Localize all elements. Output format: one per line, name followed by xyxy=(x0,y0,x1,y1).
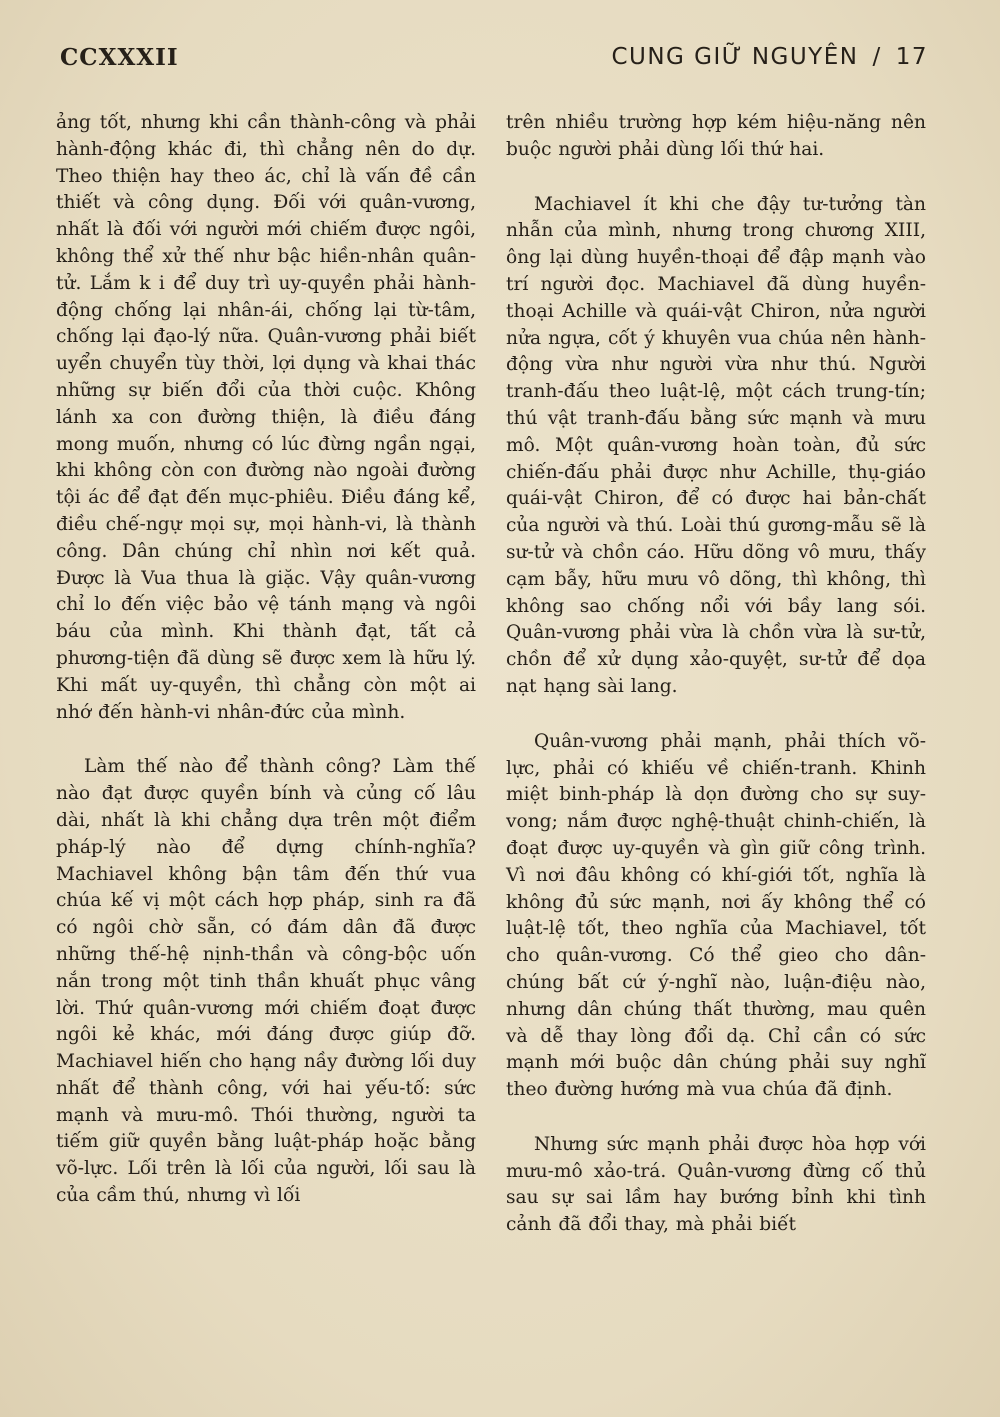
paragraph: Machiavel ít khi che đậy tư-tưởng tàn nhẫn của mình, nhưng trong chương XIII, ông lại dùng huyền-thoại để đập mạnh vào trí người đọc. Machiavel đã dùng huyền-thoại Achille và quái-vật Chiron, nửa người nửa ngựa, cốt ý khuyên vua chúa nên hành-động vừa như người vừa như thú. Người tranh-đấu theo luật-lệ, một cách trung-tín; thú vật tranh-đấu bằng sức mạnh và mưu mô. Một quân-vương hoàn toàn, đủ sức chiến-đấu phải được như Achille, thụ-giáo quái-vật Chiron, để có được hai bản-chất của người và thú. Loài thú gương-mẫu sẽ là sư-tử và chồn cáo. Hữu dõng vô mưu, thấy cạm bẫy, hữu mưu vô dõng, thì không, thì không sao chống nổi với bầy lang sói. Quân-vương phải vừa là chồn vừa là sư-tử, chồn để xử dụng xảo-quyệt, sư-tử để dọa nạt hạng sài lang. xyxy=(506,193,926,697)
section-label: CCXXXII xyxy=(60,44,179,71)
page-number: 17 xyxy=(895,44,928,70)
page-header xyxy=(60,40,928,80)
running-title: CUNG GIỮ NGUYÊN xyxy=(611,44,859,70)
running-header xyxy=(611,44,928,70)
left-column xyxy=(56,110,476,1238)
paragraph: Làm thế nào để thành công? Làm thế nào đạt được quyền bính và củng cố lâu dài, nhất là khi chẳng dựa trên một điểm pháp-lý nào để dựng chính-nghĩa? Machiavel không bận tâm đến thứ vua chúa kế vị một cách hợp pháp, sinh ra đã có ngôi chờ sẵn, có đám dân đã được những thế-hệ nịnh-thần và công-bộc uốn nắn trong một tinh thần khuất phục vâng lời. Thứ quân-vương mới chiếm đoạt được ngôi kẻ khác, mới đáng được giúp đỡ. Machiavel hiến cho hạng nầy đường lối duy nhất để thành công, với hai yếu-tố: sức mạnh và mưu-mô. Thói thường, người ta tiếm giữ quyền bằng luật-pháp hoặc bằng võ-lực. Lối trên là lối của người, lối sau là của cầm thú, nhưng vì lối xyxy=(56,756,476,1207)
paragraph: Quân-vương phải mạnh, phải thích võ-lực, phải có khiếu về chiến-tranh. Khinh miệt binh-pháp là dọn đường cho sự suy-vong; nắm được nghệ-thuật chinh-chiến, là đoạt được uy-quyền và gìn giữ công trình. Vì nơi đâu không có khí-giới tốt, nghĩa là không đủ sức mạnh, nơi ấy không thể có luật-lệ tốt, theo nghĩa của Machiavel, tốt cho quân-vương. Có thể gieo cho dân-chúng bất cứ ý-nghĩ nào, luận-điệu nào, nhưng dân chúng thất thường, mau quên và dễ thay lòng đổi dạ. Chỉ cần có sức mạnh mới buộc dân chúng phải suy nghĩ theo đường hướng mà vua chúa đã định. xyxy=(506,730,926,1101)
right-column xyxy=(506,110,926,1267)
paragraph: trên nhiều trường hợp kém hiệu-năng nên buộc người phải dùng lối thứ hai. xyxy=(506,112,926,160)
paragraph: ảng tốt, nhưng khi cần thành-công và phải hành-động khác đi, thì chẳng nên do dự. Theo thiện hay theo ác, chỉ là vấn đề cần thiết và công dụng. Đối với quân-vương, nhất là đối với người mới chiếm được ngôi, không thể xử thế như bậc hiền-nhân quân-tử. Lắm k i để duy trì uy-quyền phải hành-động chống lại nhân-ái, chống lại từ-tâm, chống lại đạo-lý nữa. Quân-vương phải biết uyển chuyển tùy thời, lợi dụng và khai thác những sự biến đổi của thời cuộc. Không lánh xa con đường thiện, là điều đáng mong muốn, nhưng có lúc đừng ngần ngại, khi không còn con đường nào ngoài đường tội ác để đạt đến mục-phiêu. Điều đáng kể, điều chế-ngự mọi sự, mọi hành-vi, là thành công. Dân chúng chỉ nhìn nơi kết quả. Được là Vua thua là giặc. Vậy quân-vương chỉ lo đến việc bảo vệ tánh mạng và ngôi báu của mình. Khi thành đạt, tất cả phương-tiện đã dùng sẽ được xem là hữu lý. Khi mất uy-quyền, thì chẳng còn một ai nhớ đến hành-vi nhân-đức của mình. xyxy=(56,112,476,723)
header-separator: / xyxy=(872,44,882,70)
paragraph: Nhưng sức mạnh phải được hòa hợp với mưu-mô xảo-trá. Quân-vương đừng cố thủ sau sự sai lầm hay bướng bỉnh khi tình cảnh đã đổi thay, mà phải biết xyxy=(506,1133,926,1236)
